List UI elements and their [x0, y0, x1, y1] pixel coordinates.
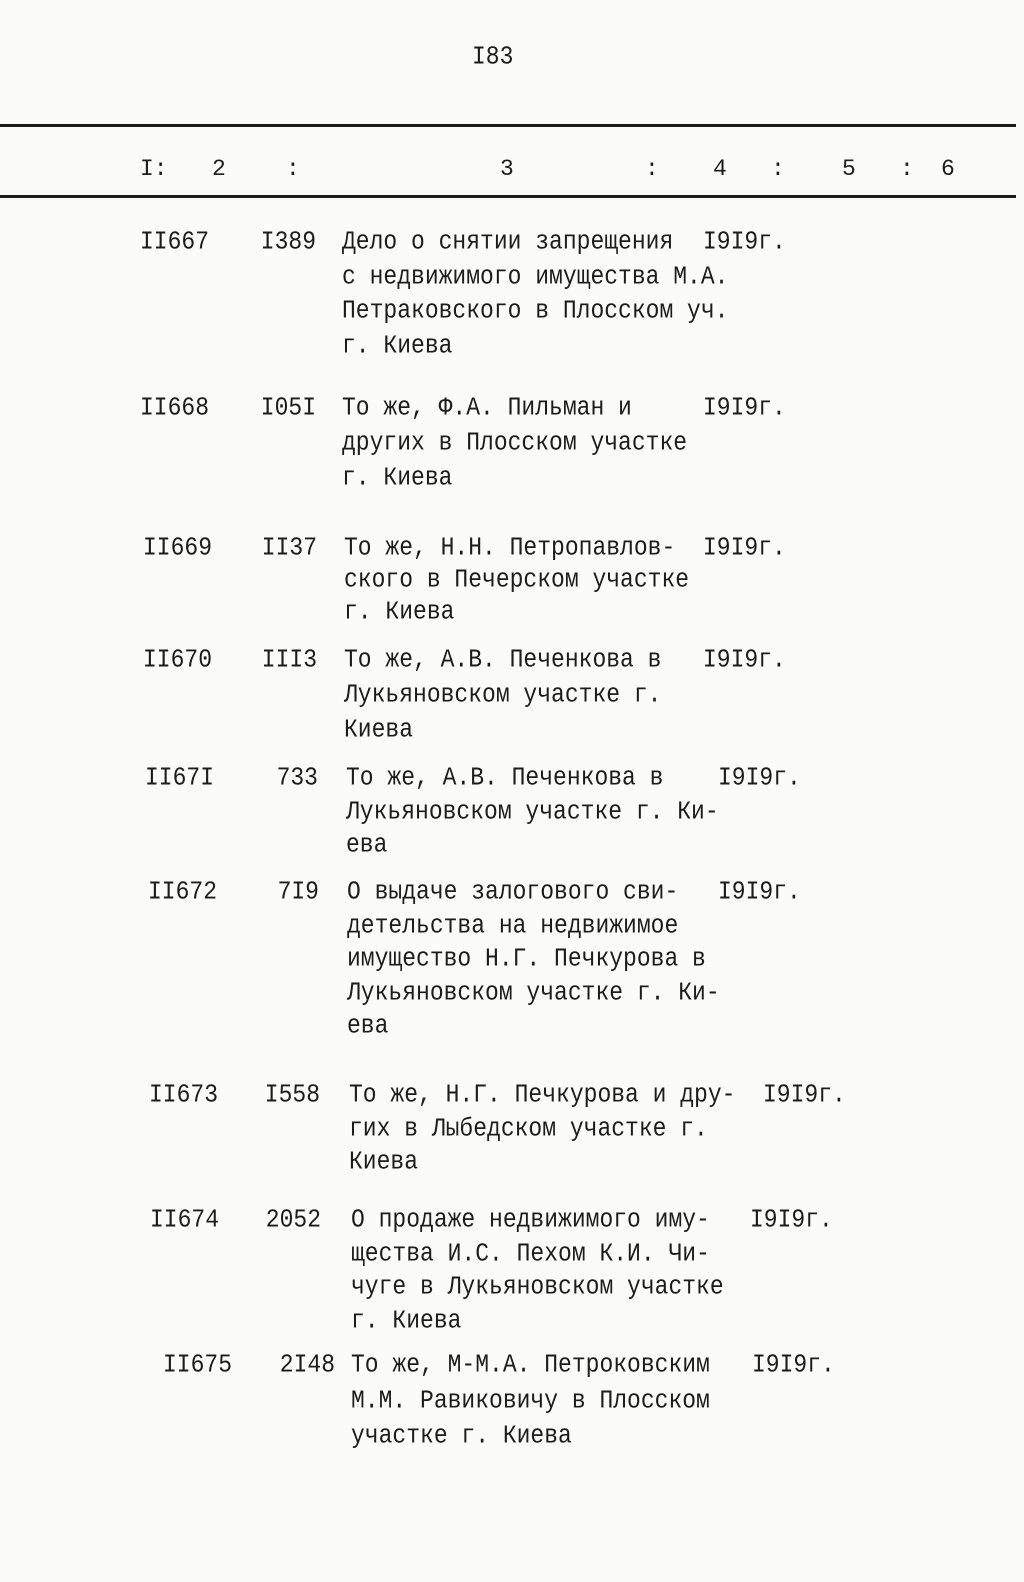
- entry-title-line: То же, Ф.А. Пильман и: [342, 393, 632, 423]
- entry-year: I9I9г.: [703, 227, 786, 257]
- entry-number: II673: [149, 1080, 219, 1110]
- entry-title-line: То же, А.В. Печенкова в: [344, 645, 662, 675]
- old-number: 733: [276, 763, 318, 793]
- entry-number: II672: [148, 877, 218, 907]
- entry-number: II675: [163, 1350, 233, 1380]
- entry-title-line: О выдаче залогового сви-: [347, 877, 679, 907]
- entry-year: I9I9г.: [703, 393, 786, 423]
- entry-title-line: гих в Лыбедском участке г.: [349, 1113, 708, 1144]
- old-number: I558: [264, 1080, 320, 1110]
- entry-title-line: М.М. Равиковичу в Плосском: [351, 1385, 710, 1416]
- old-number: I389: [260, 227, 316, 257]
- entry-title-line: г. Киева: [342, 330, 453, 361]
- entry-title-line: ева: [347, 1011, 389, 1041]
- entry-title-line: г. Киева: [344, 597, 455, 627]
- entry-year: I9I9г.: [703, 645, 786, 675]
- column-separator: :: [900, 156, 914, 182]
- entry-title-line: г. Киева: [342, 463, 453, 493]
- old-number: III3: [261, 645, 317, 675]
- entry-title-line: Лукьяновском участке г. Ки-: [347, 977, 720, 1008]
- entry-title-line: щества И.С. Пехом К.И. Чи-: [351, 1238, 710, 1269]
- old-number: 2052: [265, 1205, 321, 1235]
- column-header-5: 5: [842, 156, 856, 182]
- entry-title-line: Киева: [349, 1147, 419, 1177]
- entry-year: I9I9г.: [718, 877, 801, 907]
- top-rule: [0, 124, 1016, 127]
- entry-title-line: других в Плосском участке: [342, 428, 688, 458]
- column-header-1: I:: [140, 156, 168, 182]
- entry-title-line: г. Киева: [351, 1305, 462, 1336]
- entry-number: II669: [143, 533, 213, 563]
- old-number: 7I9: [277, 877, 319, 907]
- entry-title-line: чуге в Лукьяновском участке: [351, 1272, 724, 1302]
- entry-title-line: То же, А.В. Печенкова в: [346, 763, 664, 793]
- entry-number: II667: [140, 227, 210, 257]
- entry-year: I9I9г.: [718, 763, 801, 793]
- entry-title-line: Петраковского в Плосском уч.: [342, 296, 729, 326]
- entry-title-line: имущество Н.Г. Печкурова в: [347, 944, 706, 974]
- column-header-3: 3: [500, 156, 514, 182]
- entry-number: II670: [143, 645, 213, 675]
- entry-title-line: участке г. Киева: [351, 1421, 572, 1451]
- entry-year: I9I9г.: [750, 1205, 833, 1235]
- entry-number: II674: [150, 1205, 220, 1235]
- page-number: I83: [472, 42, 514, 72]
- entry-title-line: ского в Печерском участке: [344, 565, 690, 595]
- entry-title-line: Киева: [344, 715, 414, 745]
- entry-year: I9I9г.: [703, 533, 786, 563]
- entry-number: II67I: [145, 763, 215, 793]
- column-separator: :: [771, 156, 785, 182]
- entry-title-line: ева: [346, 830, 388, 860]
- column-header-4: 4: [713, 156, 727, 182]
- old-number: II37: [261, 533, 317, 563]
- entry-title-line: Дело о снятии запрещения: [342, 227, 674, 257]
- entry-title-line: детельства на недвижимое: [347, 910, 679, 941]
- entry-title-line: То же, Н.Н. Петропавлов-: [344, 533, 676, 563]
- entry-year: I9I9г.: [752, 1350, 835, 1380]
- old-number: I05I: [260, 393, 316, 423]
- entry-year: I9I9г.: [763, 1080, 846, 1110]
- column-header-2: 2: [212, 156, 226, 182]
- old-number: 2I48: [279, 1350, 335, 1380]
- column-separator: :: [645, 156, 659, 182]
- entry-title-line: Лукьяновском участке г.: [344, 680, 662, 710]
- entry-title-line: То же, Н.Г. Печкурова и дру-: [349, 1080, 736, 1110]
- header-rule: [0, 195, 1016, 198]
- entry-title-line: О продаже недвижимого иму-: [351, 1205, 710, 1235]
- column-separator: :: [286, 156, 300, 182]
- entry-title-line: с недвижимого имущества М.А.: [342, 261, 729, 292]
- entry-title-line: Лукьяновском участке г. Ки-: [346, 796, 719, 827]
- column-header-6: 6: [941, 156, 955, 182]
- entry-number: II668: [140, 393, 210, 423]
- entry-title-line: То же, М-М.А. Петроковским: [351, 1350, 710, 1380]
